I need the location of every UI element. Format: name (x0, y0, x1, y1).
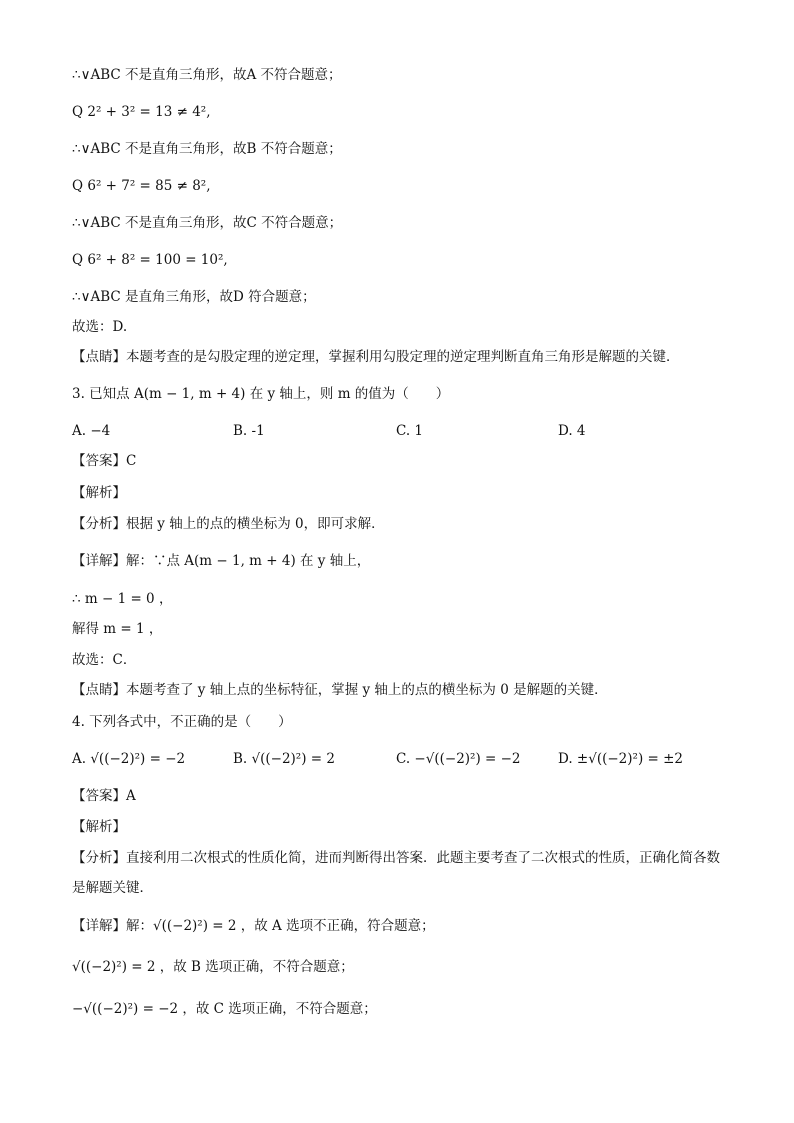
comment-line: 【点睛】本题考查的是勾股定理的逆定理，掌握利用勾股定理的逆定理判断直角三角形是解题的关键． (72, 349, 680, 365)
detail-line: 【详解】解：∵点 A(m − 1, m + 4) 在 y 轴上， (72, 553, 371, 569)
math-line: 解得 m = 1 ， (72, 621, 163, 637)
q3-option-d: D. 4 (558, 423, 586, 439)
detail-line: −√((−2)²) = −2 ，故 C 选项正确，不符合题意； (72, 1001, 377, 1017)
text-line: 故选：D. (72, 319, 128, 335)
math-line: Q 6² + 8² = 100 = 10², (72, 252, 228, 268)
q3-option-b: B. -1 (233, 423, 265, 439)
math-line: Q 2² + 3² = 13 ≠ 4², (72, 104, 211, 120)
q3-option-c: C. 1 (396, 423, 424, 439)
analysis-paragraph: 【分析】直接利用二次根式的性质化简，进而判断得出答案．此题主要考查了二次根式的性质，正确化简各数是解题关键． (72, 850, 720, 896)
text-line: ∴∨ABC 不是直角三角形，故A 不符合题意； (72, 67, 342, 83)
q3-option-a: A. −4 (72, 423, 111, 439)
detail-line: √((−2)²) = 2 ，故 B 选项正确，不符合题意； (72, 959, 354, 975)
analysis-heading: 【解析】 (72, 485, 126, 501)
q4-option-d: D. ±√((−2)²) = ±2 (558, 751, 684, 767)
analysis-line: 【分析】根据 y 轴上的点的横坐标为 0，即可求解． (72, 516, 385, 532)
analysis-heading: 【解析】 (72, 819, 126, 835)
text-line: ∴∨ABC 不是直角三角形，故B 不符合题意； (72, 141, 342, 157)
text-line: ∴∨ABC 是直角三角形，故D 符合题意； (72, 289, 316, 305)
answer-line: 【答案】A (72, 788, 136, 804)
text-line: 故选：C． (72, 652, 137, 668)
question-3: 3. 已知点 A(m − 1, m + 4) 在 y 轴上，则 m 的值为（ ） (72, 386, 450, 402)
math-line: Q 6² + 7² = 85 ≠ 8², (72, 178, 211, 194)
math-line: ∴ m − 1 = 0 ， (72, 591, 173, 607)
q4-option-a: A. √((−2)²) = −2 (72, 751, 186, 767)
answer-line: 【答案】C (72, 453, 137, 469)
detail-line: 【详解】解：√((−2)²) = 2 ，故 A 选项不正确，符合题意； (72, 918, 435, 934)
text-line: ∴∨ABC 不是直角三角形，故C 不符合题意； (72, 215, 343, 231)
q4-option-c: C. −√((−2)²) = −2 (396, 751, 521, 767)
q4-option-b: B. √((−2)²) = 2 (233, 751, 335, 767)
comment-line: 【点睛】本题考查了 y 轴上点的坐标特征，掌握 y 轴上的点的横坐标为 0 是解题的关键． (72, 682, 608, 698)
question-4: 4. 下列各式中，不正确的是（ ） (72, 714, 292, 730)
